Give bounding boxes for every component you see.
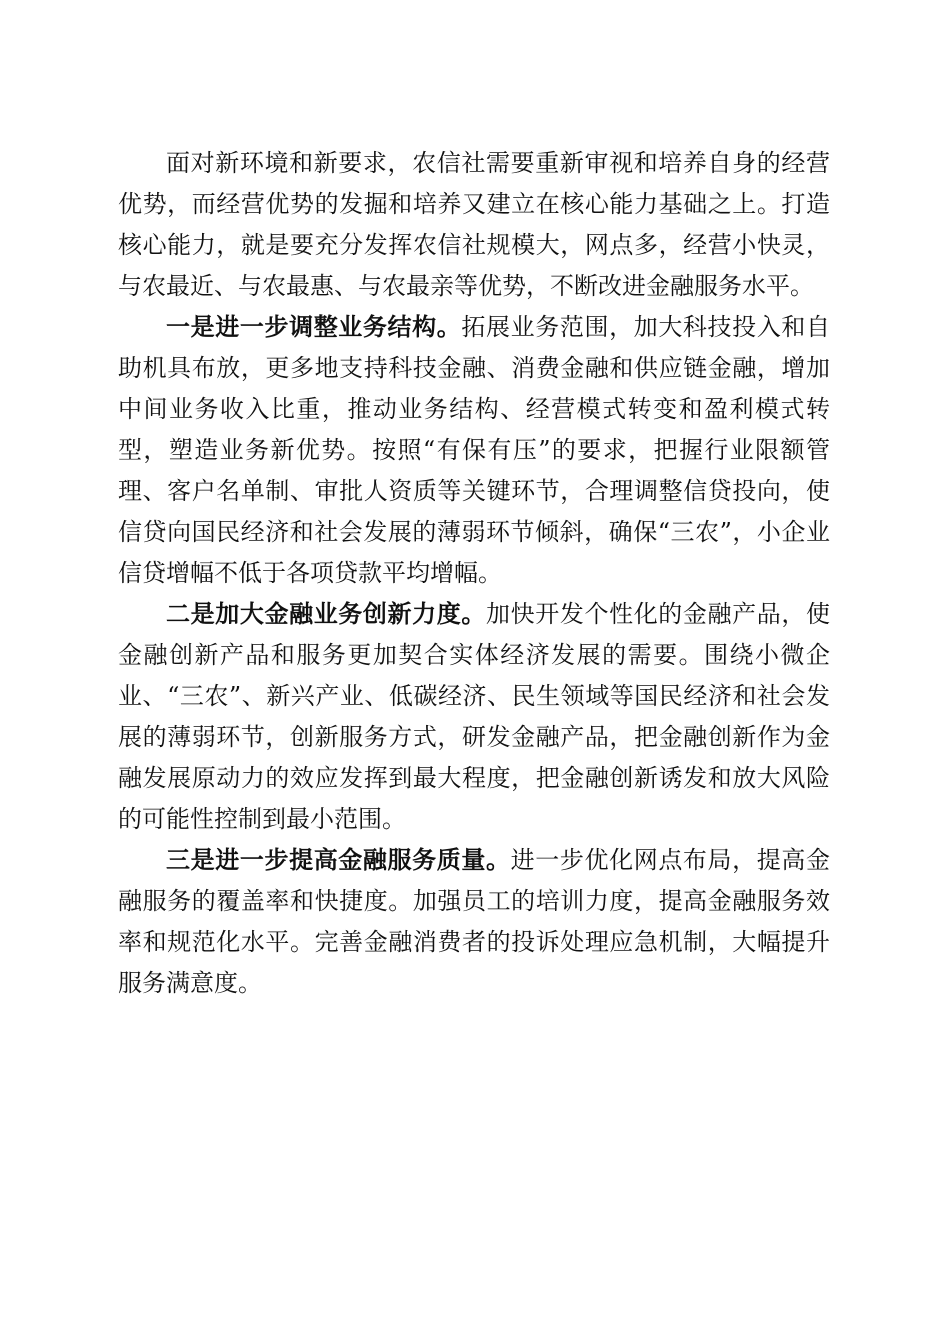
paragraph-heading: 一是进一步调整业务结构。: [166, 313, 462, 341]
document-page: [118, 143, 830, 1004]
paragraph-text: 拓展业务范围，加大科技投入和自助机具布放，更多地支持科技金融、消费金融和供应链金融，增加中间业务收入比重，推动业务结构、经营模式转变和盈利模式转型，塑造业务新优势。按照“有保有压”的要求，把握行业限额管理、客户名单制、审批人资质等关键环节，合理调整信贷投向，使信贷向国民经济和社会发展的薄弱环节倾斜，确保“三农”，小企业信贷增幅不低于各项贷款平均增幅。: [118, 313, 831, 587]
paragraph-text: 加快开发个性化的金融产品，使金融创新产品和服务更加契合实体经济发展的需要。围绕小微企业、“三农”、新兴产业、低碳经济、民生领域等国民经济和社会发展的薄弱环节，创新服务方式，研发金融产品，把金融创新作为金融发展原动力的效应发挥到最大程度，把金融创新诱发和放大风险的可能性控制到最小范围。: [118, 600, 830, 833]
paragraph-text: 进一步优化网点布局，提高金融服务的覆盖率和快捷度。加强员工的培训力度，提高金融服务效率和规范化水平。完善金融消费者的投诉处理应急机制，大幅提升服务满意度。: [118, 846, 831, 997]
paragraph-text: 面对新环境和新要求，农信社需要重新审视和培养自身的经营优势，而经营优势的发掘和培养又建立在核心能力基础之上。打造核心能力，就是要充分发挥农信社规模大，网点多，经营小快灵，与农最近、与农最惠、与农最亲等优势，不断改进金融服务水平。: [118, 149, 830, 300]
paragraph-heading: 二是加大金融业务创新力度。: [166, 600, 486, 628]
paragraph-intro: [118, 143, 830, 307]
paragraph-point-one: [118, 307, 830, 594]
paragraph-heading: 三是进一步提高金融服务质量。: [166, 846, 511, 874]
paragraph-point-two: [118, 594, 830, 840]
paragraph-point-three: [118, 840, 830, 1004]
